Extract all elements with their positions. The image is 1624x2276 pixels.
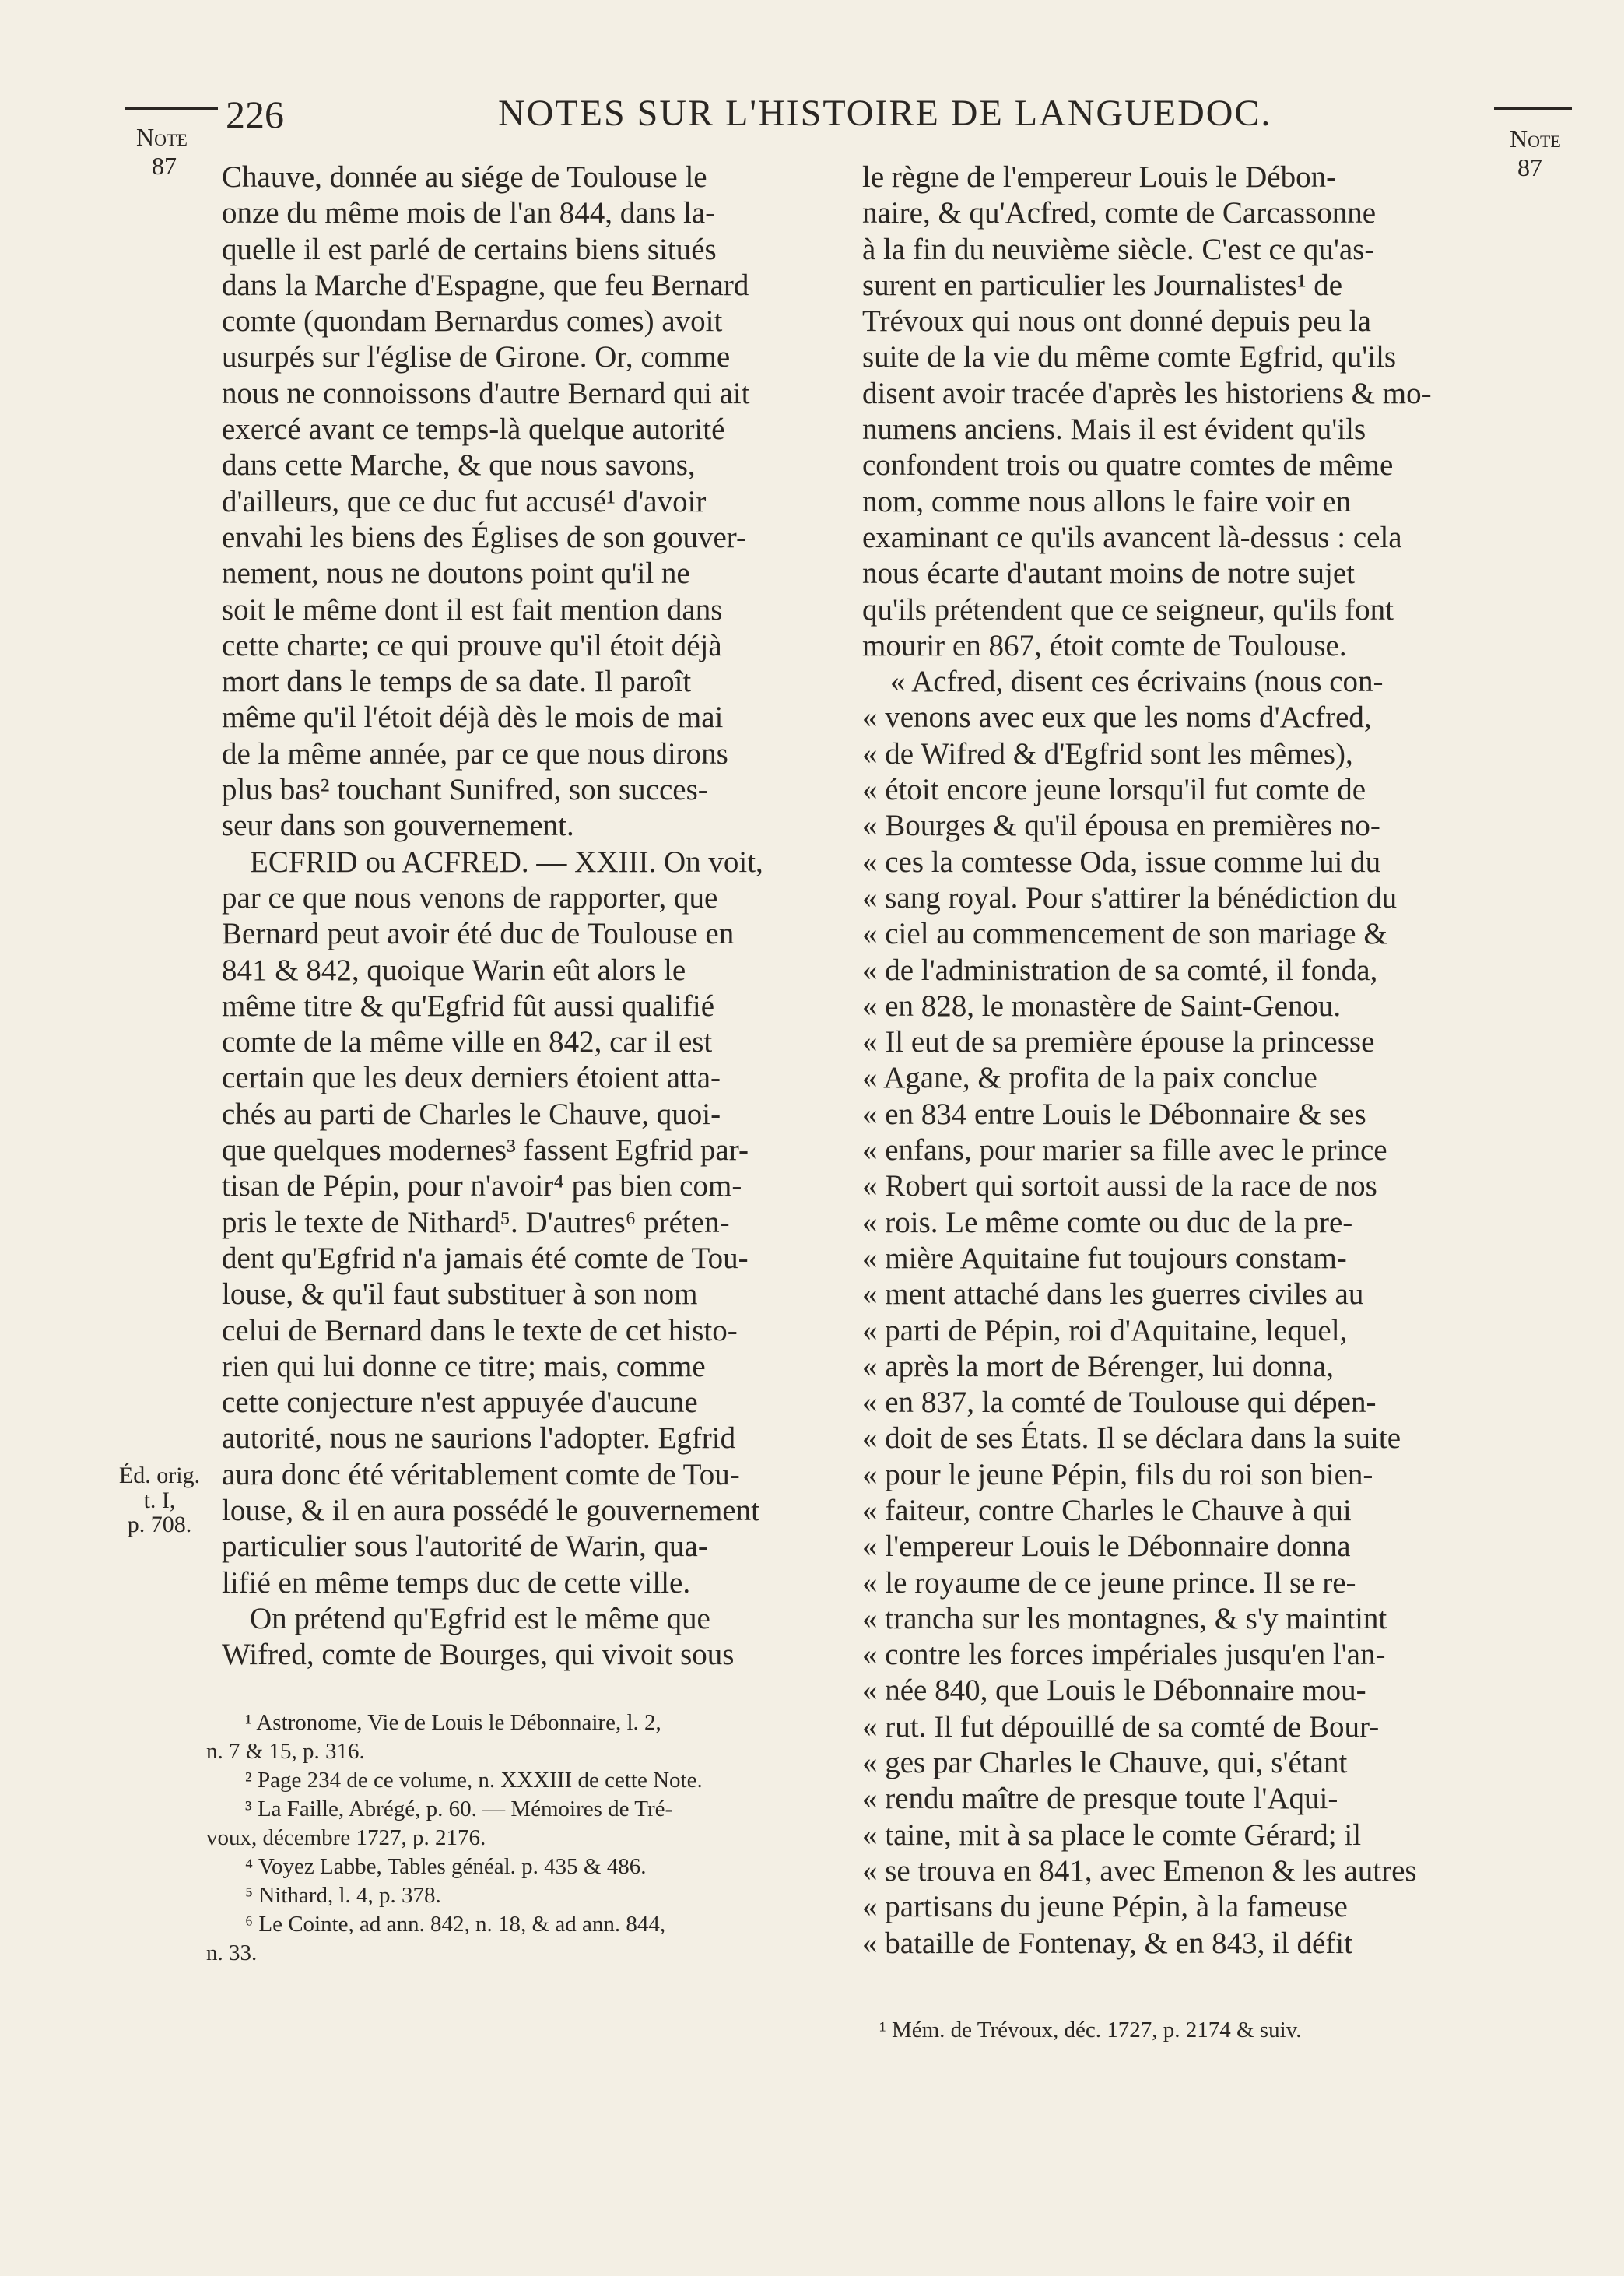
text-line: cette conjecture n'est appuyée d'aucune bbox=[222, 1386, 698, 1420]
margin-ed-orig: Éd. orig. bbox=[118, 1463, 201, 1488]
text-line: comte (quondam Bernardus comes) avoit bbox=[222, 304, 723, 339]
text-line: « pour le jeune Pépin, fils du roi son bien- bbox=[862, 1457, 1373, 1491]
right-column-footnotes bbox=[879, 2016, 1471, 2045]
footnote-line: ⁶ Le Cointe, ad ann. 842, n. 18, & ad ann. 844, bbox=[245, 1912, 666, 1937]
footnote-line: ² Page 234 de ce volume, n. XXXIII de cette Note. bbox=[245, 1768, 703, 1793]
text-line: « rut. Il fut dépouillé de sa comté de Bour- bbox=[862, 1709, 1380, 1744]
text-line: « née 840, que Louis le Débonnaire mou- bbox=[862, 1674, 1366, 1708]
margin-tome: t. I, bbox=[143, 1487, 176, 1513]
text-line: « Il eut de sa première épouse la princesse bbox=[862, 1025, 1375, 1059]
text-line: « en 828, le monastère de Saint-Genou. bbox=[862, 989, 1342, 1023]
text-line: « faiteur, contre Charles le Chauve à qui bbox=[862, 1493, 1352, 1527]
text-line: « venons avec eux que les noms d'Acfred, bbox=[862, 701, 1372, 735]
text-line: « mière Aquitaine fut toujours constam- bbox=[862, 1241, 1347, 1275]
text-line: usurpés sur l'église de Girone. Or, comme bbox=[222, 340, 731, 374]
text-line: pris le texte de Nithard⁵. D'autres⁶ préten- bbox=[222, 1205, 730, 1239]
text-line: mort dans le temps de sa date. Il paroît bbox=[222, 665, 692, 699]
text-line: « ciel au commencement de son mariage & bbox=[862, 917, 1387, 951]
text-line: que quelques modernes³ fassent Egfrid par- bbox=[222, 1133, 749, 1168]
footnote-line: voux, décembre 1727, p. 2176. bbox=[206, 1825, 486, 1850]
text-line: rien qui lui donne ce titre; mais, comme bbox=[222, 1349, 706, 1383]
text-line: autorité, nous ne saurions l'adopter. Egfrid bbox=[222, 1421, 736, 1456]
footnote-line: ⁴ Voyez Labbe, Tables généal. p. 435 & 486. bbox=[245, 1854, 647, 1879]
text-line: nement, nous ne doutons point qu'il ne bbox=[222, 557, 690, 591]
footnote-line: ⁵ Nithard, l. 4, p. 378. bbox=[245, 1883, 441, 1908]
text-line: « Robert qui sortoit aussi de la race de nos bbox=[862, 1169, 1377, 1203]
text-line: Bernard peut avoir été duc de Toulouse en bbox=[222, 917, 735, 951]
text-line: le règne de l'empereur Louis le Débon- bbox=[862, 160, 1337, 194]
text-line: nom, comme nous allons le faire voir en bbox=[862, 484, 1352, 518]
running-header-title: NOTES SUR L'HISTOIRE DE LANGUEDOC. bbox=[498, 93, 1272, 134]
text-line: celui de Bernard dans le texte de cet histo- bbox=[222, 1313, 738, 1347]
text-line: « en 837, la comté de Toulouse qui dépen- bbox=[862, 1386, 1377, 1420]
text-line: Trévoux qui nous ont donné depuis peu la bbox=[862, 304, 1371, 339]
text-line: confondent trois ou quatre comtes de même bbox=[862, 448, 1394, 483]
text-line: « doit de ses États. Il se déclara dans la suite bbox=[862, 1421, 1401, 1456]
text-line: suite de la vie du même comte Egfrid, qu'ils bbox=[862, 340, 1397, 374]
text-line: « enfans, pour marier sa fille avec le prince bbox=[862, 1133, 1387, 1168]
text-line: « le royaume de ce jeune prince. Il se re- bbox=[862, 1565, 1356, 1600]
text-line: examinant ce qu'ils avancent là-dessus : cela bbox=[862, 520, 1402, 554]
left-note-number: 87 bbox=[152, 152, 177, 180]
text-line: onze du même mois de l'an 844, dans la- bbox=[222, 196, 716, 230]
text-line: On prétend qu'Egfrid est le même que bbox=[250, 1601, 710, 1635]
left-column-text bbox=[222, 160, 829, 1673]
text-line: plus bas² touchant Sunifred, son succes- bbox=[222, 773, 708, 807]
text-line: de la même année, par ce que nous dirons bbox=[222, 736, 728, 771]
text-line: envahi les biens des Églises de son gouver- bbox=[222, 520, 746, 554]
text-line: « Bourges & qu'il épousa en premières no- bbox=[862, 809, 1380, 843]
text-line: louse, & qu'il faut substituer à son nom bbox=[222, 1277, 698, 1312]
left-header-rule bbox=[125, 107, 218, 110]
text-line: Wifred, comte de Bourges, qui vivoit sous bbox=[222, 1638, 735, 1672]
text-line: louse, & il en aura possédé le gouvernement bbox=[222, 1493, 759, 1527]
text-line: « ment attaché dans les guerres civiles au bbox=[862, 1277, 1364, 1312]
text-line: naire, & qu'Acfred, comte de Carcassonne bbox=[862, 196, 1377, 230]
text-line: lifié en même temps duc de cette ville. bbox=[222, 1565, 691, 1600]
text-line: « partisans du jeune Pépin, à la fameuse bbox=[862, 1890, 1348, 1924]
text-line: « bataille de Fontenay, & en 843, il défit bbox=[862, 1926, 1352, 1960]
right-header-rule bbox=[1494, 107, 1572, 110]
text-line: cette charte; ce qui prouve qu'il étoit déjà bbox=[222, 628, 722, 662]
text-line: même titre & qu'Egfrid fût aussi qualifié bbox=[222, 989, 715, 1023]
text-line: certain que les deux derniers étoient atta- bbox=[222, 1061, 721, 1095]
page-number: 226 bbox=[226, 93, 284, 136]
text-line: particulier sous l'autorité de Warin, qua- bbox=[222, 1530, 708, 1564]
text-line: « Agane, & profita de la paix conclue bbox=[862, 1061, 1317, 1095]
text-line: mourir en 867, étoit comte de Toulouse. bbox=[862, 628, 1347, 662]
text-line: soit le même dont il est fait mention dans bbox=[222, 592, 723, 627]
text-line: nous écarte d'autant moins de notre sujet bbox=[862, 557, 1356, 591]
right-column-text bbox=[862, 160, 1465, 1962]
text-line: « rois. Le même comte ou duc de la pre- bbox=[862, 1205, 1353, 1239]
text-line: « sang royal. Pour s'attirer la bénédiction du bbox=[862, 880, 1398, 915]
text-line: ECFRID ou ACFRED. — XXIII. On voit, bbox=[250, 845, 763, 879]
text-line: Chauve, donnée au siége de Toulouse le bbox=[222, 160, 707, 194]
text-line: « étoit encore jeune lorsqu'il fut comte de bbox=[862, 773, 1366, 807]
text-line: nous ne connoissons d'autre Bernard qui ait bbox=[222, 376, 750, 410]
footnote-line: ¹ Astronome, Vie de Louis le Débonnaire, l. 2, bbox=[245, 1710, 661, 1735]
text-line: « se trouva en 841, avec Emenon & les autres bbox=[862, 1853, 1417, 1888]
text-line: exercé avant ce temps-là quelque autorité bbox=[222, 413, 725, 447]
right-note-number: 87 bbox=[1517, 153, 1542, 181]
text-line: « contre les forces impériales jusqu'en l'an- bbox=[862, 1638, 1386, 1672]
text-line: « parti de Pépin, roi d'Aquitaine, lequel, bbox=[862, 1313, 1348, 1347]
footnote-line: n. 7 & 15, p. 316. bbox=[206, 1739, 365, 1764]
text-line: à la fin du neuvième siècle. C'est ce qu'as- bbox=[862, 232, 1375, 266]
footnote-line: ¹ Mém. de Trévoux, déc. 1727, p. 2174 & suiv. bbox=[879, 2018, 1302, 2042]
left-column-footnotes bbox=[206, 1709, 829, 1968]
text-line: « taine, mit à sa place le comte Gérard; il bbox=[862, 1818, 1362, 1852]
text-line: « de Wifred & d'Egfrid sont les mêmes), bbox=[862, 736, 1353, 771]
text-line: numens anciens. Mais il est évident qu'ils bbox=[862, 413, 1366, 447]
text-line: « rendu maître de presque toute l'Aqui- bbox=[862, 1782, 1338, 1816]
margin-note-original-edition bbox=[109, 1463, 210, 1537]
footnote-line: ³ La Faille, Abrégé, p. 60. — Mémoires de Tré- bbox=[245, 1797, 673, 1821]
text-line: tisan de Pépin, pour n'avoir⁴ pas bien com- bbox=[222, 1169, 742, 1203]
text-line: seur dans son gouvernement. bbox=[222, 809, 574, 843]
text-line: « ces la comtesse Oda, issue comme lui du bbox=[862, 845, 1381, 879]
text-line: « l'empereur Louis le Débonnaire donna bbox=[862, 1530, 1351, 1564]
text-line: comte de la même ville en 842, car il est bbox=[222, 1025, 713, 1059]
text-line: chés au parti de Charles le Chauve, quoi- bbox=[222, 1097, 721, 1131]
text-line: dans la Marche d'Espagne, que feu Bernard bbox=[222, 268, 749, 302]
left-note-label: Note bbox=[136, 123, 188, 151]
text-line: même qu'il l'étoit déjà dès le mois de mai bbox=[222, 701, 724, 735]
text-line: par ce que nous venons de rapporter, que bbox=[222, 880, 718, 915]
footnote-line: n. 33. bbox=[206, 1941, 258, 1965]
text-line: qu'ils prétendent que ce seigneur, qu'ils font bbox=[862, 592, 1394, 627]
text-line: dent qu'Egfrid n'a jamais été comte de Tou- bbox=[222, 1241, 749, 1275]
text-line: « Acfred, disent ces écrivains (nous con- bbox=[890, 665, 1384, 699]
text-line: « de l'administration de sa comté, il fonda, bbox=[862, 953, 1378, 987]
text-line: 841 & 842, quoique Warin eût alors le bbox=[222, 953, 686, 987]
text-line: « trancha sur les montagnes, & s'y maintint bbox=[862, 1601, 1387, 1635]
right-note-label: Note bbox=[1510, 125, 1561, 153]
text-line: « en 834 entre Louis le Débonnaire & ses bbox=[862, 1097, 1366, 1131]
text-line: « après la mort de Bérenger, lui donna, bbox=[862, 1349, 1334, 1383]
margin-page: p. 708. bbox=[127, 1512, 192, 1537]
text-line: d'ailleurs, que ce duc fut accusé¹ d'avoir bbox=[222, 484, 707, 518]
text-line: surent en particulier les Journalistes¹ de bbox=[862, 268, 1343, 302]
text-line: disent avoir tracée d'après les historiens & mo- bbox=[862, 376, 1432, 410]
text-line: quelle il est parlé de certains biens situés bbox=[222, 232, 717, 266]
text-line: dans cette Marche, & que nous savons, bbox=[222, 448, 696, 483]
text-line: aura donc été véritablement comte de Tou- bbox=[222, 1457, 740, 1491]
text-line: « ges par Charles le Chauve, qui, s'étant bbox=[862, 1746, 1348, 1780]
